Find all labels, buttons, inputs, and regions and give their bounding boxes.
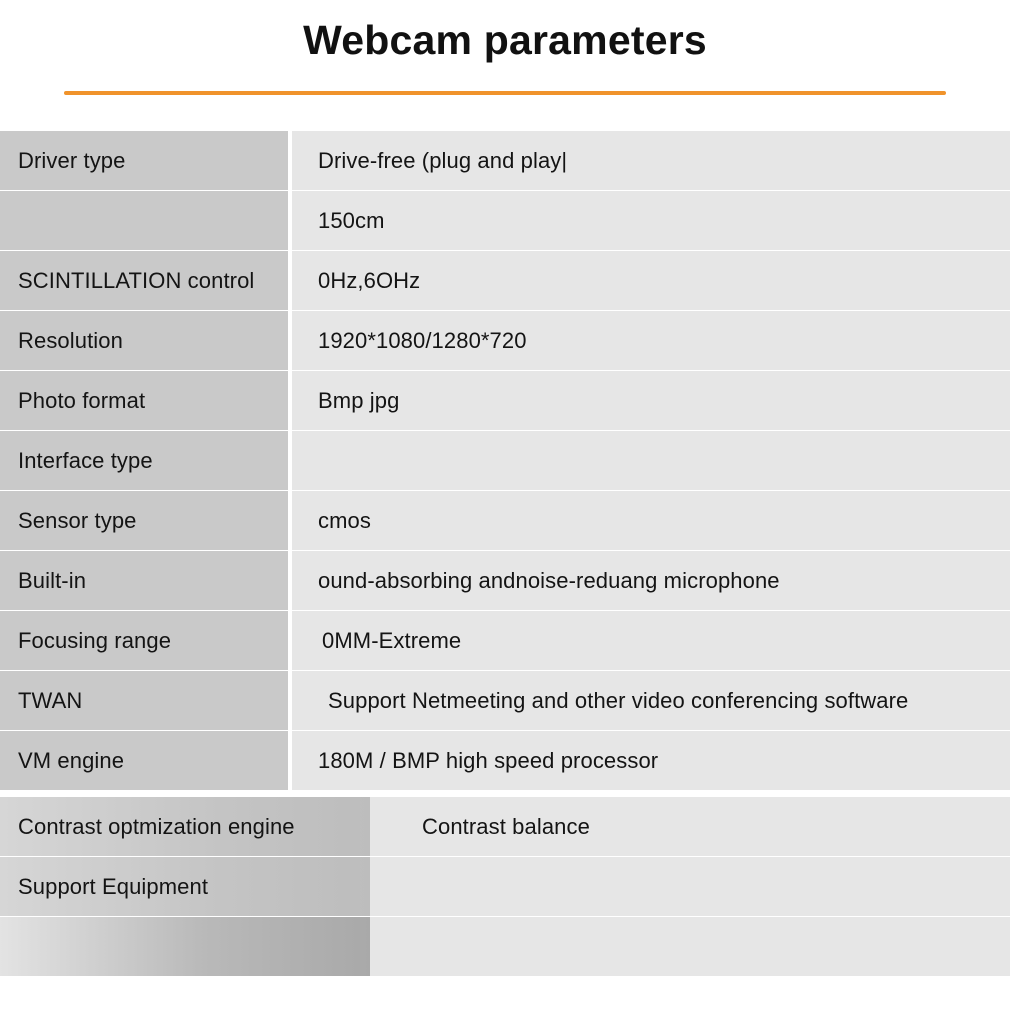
spec-label: Photo format xyxy=(0,371,288,430)
spec-label: Contrast optmization engine xyxy=(0,797,370,856)
spec-value: Contrast balance xyxy=(370,797,1010,856)
spec-value xyxy=(370,857,1010,916)
spec-label: Interface type xyxy=(0,431,288,490)
table-row xyxy=(0,431,1010,490)
table-row xyxy=(0,611,1010,670)
table-row xyxy=(0,857,1010,916)
table-row xyxy=(0,671,1010,730)
spec-value: 180M / BMP high speed processor xyxy=(292,731,1010,790)
spec-label: VM engine xyxy=(0,731,288,790)
table-row xyxy=(0,371,1010,430)
spec-label: Driver type xyxy=(0,131,288,190)
spec-value xyxy=(370,917,1010,976)
spec-value: 0MM-Extreme xyxy=(292,611,1010,670)
spec-value: Support Netmeeting and other video conferencing software xyxy=(292,671,1010,730)
spec-label: TWAN xyxy=(0,671,288,730)
page-title: Webcam parameters xyxy=(303,17,707,63)
table-row xyxy=(0,917,1010,976)
spec-value: ound-absorbing andnoise-reduang microphone xyxy=(292,551,1010,610)
table-row xyxy=(0,311,1010,370)
table-row xyxy=(0,191,1010,250)
spec-table xyxy=(0,131,1010,976)
spec-value: Drive-free (plug and play| xyxy=(292,131,1010,190)
table-row xyxy=(0,491,1010,550)
spec-value xyxy=(292,431,1010,490)
spec-label xyxy=(0,191,288,250)
title-divider xyxy=(64,91,946,95)
table-row xyxy=(0,797,1010,856)
spec-label: Support Equipment xyxy=(0,857,370,916)
spec-value: cmos xyxy=(292,491,1010,550)
spec-value: 150cm xyxy=(292,191,1010,250)
spec-label: SCINTILLATION control xyxy=(0,251,288,310)
spec-value: Bmp jpg xyxy=(292,371,1010,430)
spec-value: 0Hz,6OHz xyxy=(292,251,1010,310)
table-row xyxy=(0,251,1010,310)
spec-label: Focusing range xyxy=(0,611,288,670)
table-row xyxy=(0,131,1010,190)
title-divider-wrap xyxy=(0,63,1010,95)
spec-label: Built-in xyxy=(0,551,288,610)
spec-label: Sensor type xyxy=(0,491,288,550)
table-row xyxy=(0,551,1010,610)
spec-label xyxy=(0,917,370,976)
spec-value: 1920*1080/1280*720 xyxy=(292,311,1010,370)
table-row xyxy=(0,731,1010,790)
spec-label: Resolution xyxy=(0,311,288,370)
